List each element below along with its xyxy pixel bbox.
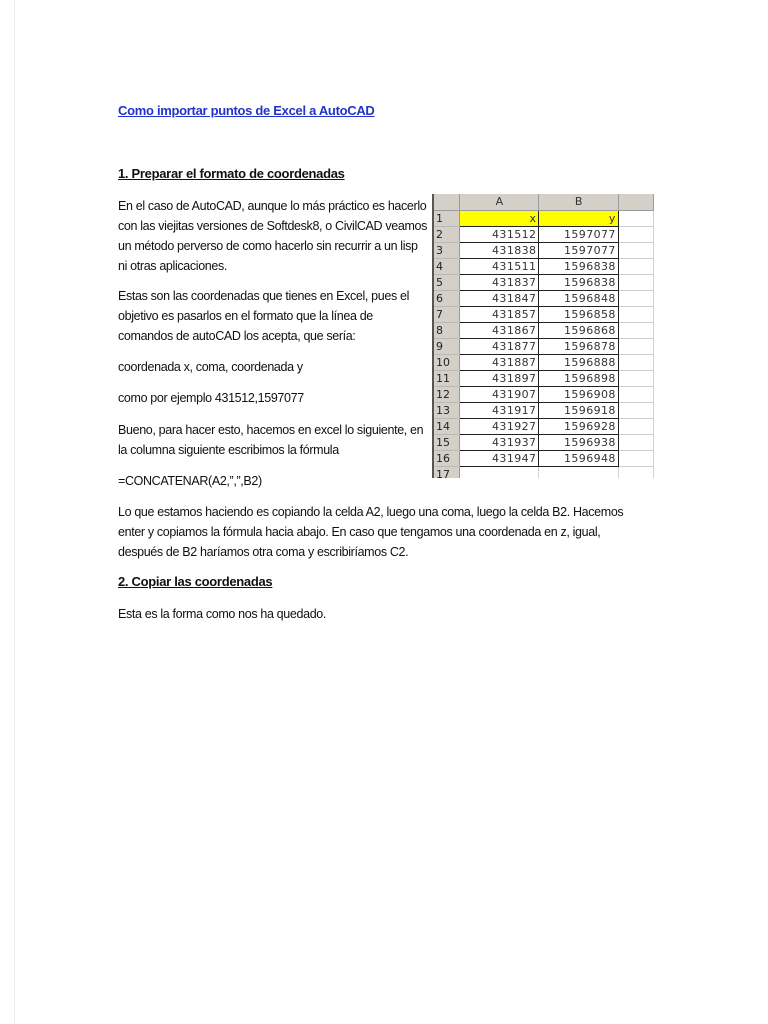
cell-a1: x xyxy=(460,210,539,226)
cell-y-coordinate: 1597077 xyxy=(539,226,618,242)
cell-y-coordinate: 1597077 xyxy=(539,242,618,258)
document-title[interactable]: Como importar puntos de Excel a AutoCAD xyxy=(118,103,375,118)
example-paragraph xyxy=(118,388,440,408)
cell-x-coordinate: 431917 xyxy=(460,402,539,418)
column-header-b: B xyxy=(539,194,618,210)
table-row xyxy=(434,210,654,226)
cell-empty xyxy=(618,434,653,450)
column-header-c xyxy=(618,194,653,210)
cell-y-coordinate: 1596928 xyxy=(539,418,618,434)
row-number: 9 xyxy=(434,338,460,354)
row-number: 8 xyxy=(434,322,460,338)
row-number: 13 xyxy=(434,402,460,418)
cell-empty xyxy=(618,290,653,306)
table-row xyxy=(434,274,654,290)
cell-x-coordinate: 431512 xyxy=(460,226,539,242)
example-line: como por ejemplo 431512,1597077 xyxy=(118,391,304,405)
result-paragraph xyxy=(118,604,648,624)
table-row xyxy=(434,466,654,478)
cell-y-coordinate: 1596918 xyxy=(539,402,618,418)
cell-empty xyxy=(618,466,653,478)
cell-y-coordinate: 1596868 xyxy=(539,322,618,338)
intro-paragraph xyxy=(118,196,440,276)
cell-empty xyxy=(618,338,653,354)
row-number: 7 xyxy=(434,306,460,322)
row-number: 16 xyxy=(434,450,460,466)
cell-x-coordinate: 431927 xyxy=(460,418,539,434)
cell-x-coordinate: 431877 xyxy=(460,338,539,354)
cell-empty xyxy=(618,402,653,418)
table-row xyxy=(434,258,654,274)
cell-x-coordinate: 431947 xyxy=(460,450,539,466)
instructions-line: Bueno, para hacer esto, hacemos en excel lo siguiente, en xyxy=(118,423,424,437)
intro-line: un método perverso de como hacerlo sin recurrir a un lisp xyxy=(118,239,418,253)
section-2-heading: 2. Copiar las coordenadas xyxy=(118,574,273,589)
table-row xyxy=(434,338,654,354)
format-paragraph xyxy=(118,357,440,377)
cell-empty xyxy=(618,242,653,258)
row-number: 17 xyxy=(434,466,460,478)
cell-empty xyxy=(539,466,618,478)
row-number: 11 xyxy=(434,370,460,386)
cell-x-coordinate: 431511 xyxy=(460,258,539,274)
table-row xyxy=(434,290,654,306)
row-number: 10 xyxy=(434,354,460,370)
instructions-paragraph xyxy=(118,420,440,460)
table-row xyxy=(434,306,654,322)
cell-empty xyxy=(618,386,653,402)
cell-y-coordinate: 1596838 xyxy=(539,274,618,290)
explanation-line: después de B2 haríamos otra coma y escribiríamos C2. xyxy=(118,545,409,559)
row-number: 2 xyxy=(434,226,460,242)
table-row xyxy=(434,418,654,434)
cell-y-coordinate: 1596878 xyxy=(539,338,618,354)
cell-y-coordinate: 1596938 xyxy=(539,434,618,450)
spreadsheet-screenshot xyxy=(432,194,654,478)
section-1-heading: 1. Preparar el formato de coordenadas xyxy=(118,166,345,181)
instructions-line: la columna siguiente escribimos la fórmula xyxy=(118,443,339,457)
row-number: 6 xyxy=(434,290,460,306)
table-row xyxy=(434,226,654,242)
coordinates-paragraph xyxy=(118,286,440,346)
page-edge xyxy=(14,0,15,1024)
cell-y-coordinate: 1596838 xyxy=(539,258,618,274)
sheet-corner xyxy=(434,194,460,210)
cell-x-coordinate: 431937 xyxy=(460,434,539,450)
explanation-line: Lo que estamos haciendo es copiando la celda A2, luego una coma, luego la celda B2. Hacemos xyxy=(118,505,624,519)
formula-text: =CONCATENAR(A2,”,”,B2) xyxy=(118,474,262,488)
table-row xyxy=(434,450,654,466)
table-row xyxy=(434,370,654,386)
table-row xyxy=(434,386,654,402)
cell-empty xyxy=(618,450,653,466)
cell-empty xyxy=(618,322,653,338)
coordinates-line: Estas son las coordenadas que tienes en Excel, pues el xyxy=(118,289,410,303)
cell-y-coordinate: 1596948 xyxy=(539,450,618,466)
cell-empty xyxy=(460,466,539,478)
row-number: 1 xyxy=(434,210,460,226)
cell-y-coordinate: 1596898 xyxy=(539,370,618,386)
cell-empty xyxy=(618,210,653,226)
cell-x-coordinate: 431837 xyxy=(460,274,539,290)
intro-line: ni otras aplicaciones. xyxy=(118,259,228,273)
intro-line: con las viejitas versiones de Softdesk8, o CivilCAD veamos xyxy=(118,219,428,233)
column-header-a: A xyxy=(460,194,539,210)
coordinates-line: objetivo es pasarlos en el formato que la línea de xyxy=(118,309,373,323)
explanation-line: enter y copiamos la fórmula hacia abajo. En caso que tengamos una coordenada en z, igual, xyxy=(118,525,601,539)
cell-empty xyxy=(618,226,653,242)
row-number: 5 xyxy=(434,274,460,290)
spreadsheet-table xyxy=(434,194,654,478)
intro-line: En el caso de AutoCAD, aunque lo más práctico es hacerlo xyxy=(118,199,427,213)
cell-empty xyxy=(618,370,653,386)
table-row xyxy=(434,354,654,370)
row-number: 15 xyxy=(434,434,460,450)
coordinates-line: comandos de autoCAD los acepta, que sería: xyxy=(118,329,356,343)
cell-x-coordinate: 431857 xyxy=(460,306,539,322)
result-line: Esta es la forma como nos ha quedado. xyxy=(118,607,327,621)
table-row xyxy=(434,434,654,450)
cell-empty xyxy=(618,258,653,274)
cell-b1: y xyxy=(539,210,618,226)
table-row xyxy=(434,242,654,258)
cell-y-coordinate: 1596848 xyxy=(539,290,618,306)
cell-x-coordinate: 431847 xyxy=(460,290,539,306)
cell-empty xyxy=(618,354,653,370)
cell-y-coordinate: 1596908 xyxy=(539,386,618,402)
cell-empty xyxy=(618,274,653,290)
row-number: 12 xyxy=(434,386,460,402)
explanation-paragraph xyxy=(118,502,648,562)
cell-x-coordinate: 431897 xyxy=(460,370,539,386)
cell-y-coordinate: 1596888 xyxy=(539,354,618,370)
row-number: 4 xyxy=(434,258,460,274)
cell-x-coordinate: 431887 xyxy=(460,354,539,370)
cell-x-coordinate: 431838 xyxy=(460,242,539,258)
cell-x-coordinate: 431907 xyxy=(460,386,539,402)
cell-empty xyxy=(618,418,653,434)
cell-y-coordinate: 1596858 xyxy=(539,306,618,322)
table-row xyxy=(434,402,654,418)
table-row xyxy=(434,322,654,338)
formula-paragraph xyxy=(118,471,440,491)
cell-x-coordinate: 431867 xyxy=(460,322,539,338)
row-number: 14 xyxy=(434,418,460,434)
column-header-row xyxy=(434,194,654,210)
cell-empty xyxy=(618,306,653,322)
format-line: coordenada x, coma, coordenada y xyxy=(118,360,303,374)
row-number: 3 xyxy=(434,242,460,258)
